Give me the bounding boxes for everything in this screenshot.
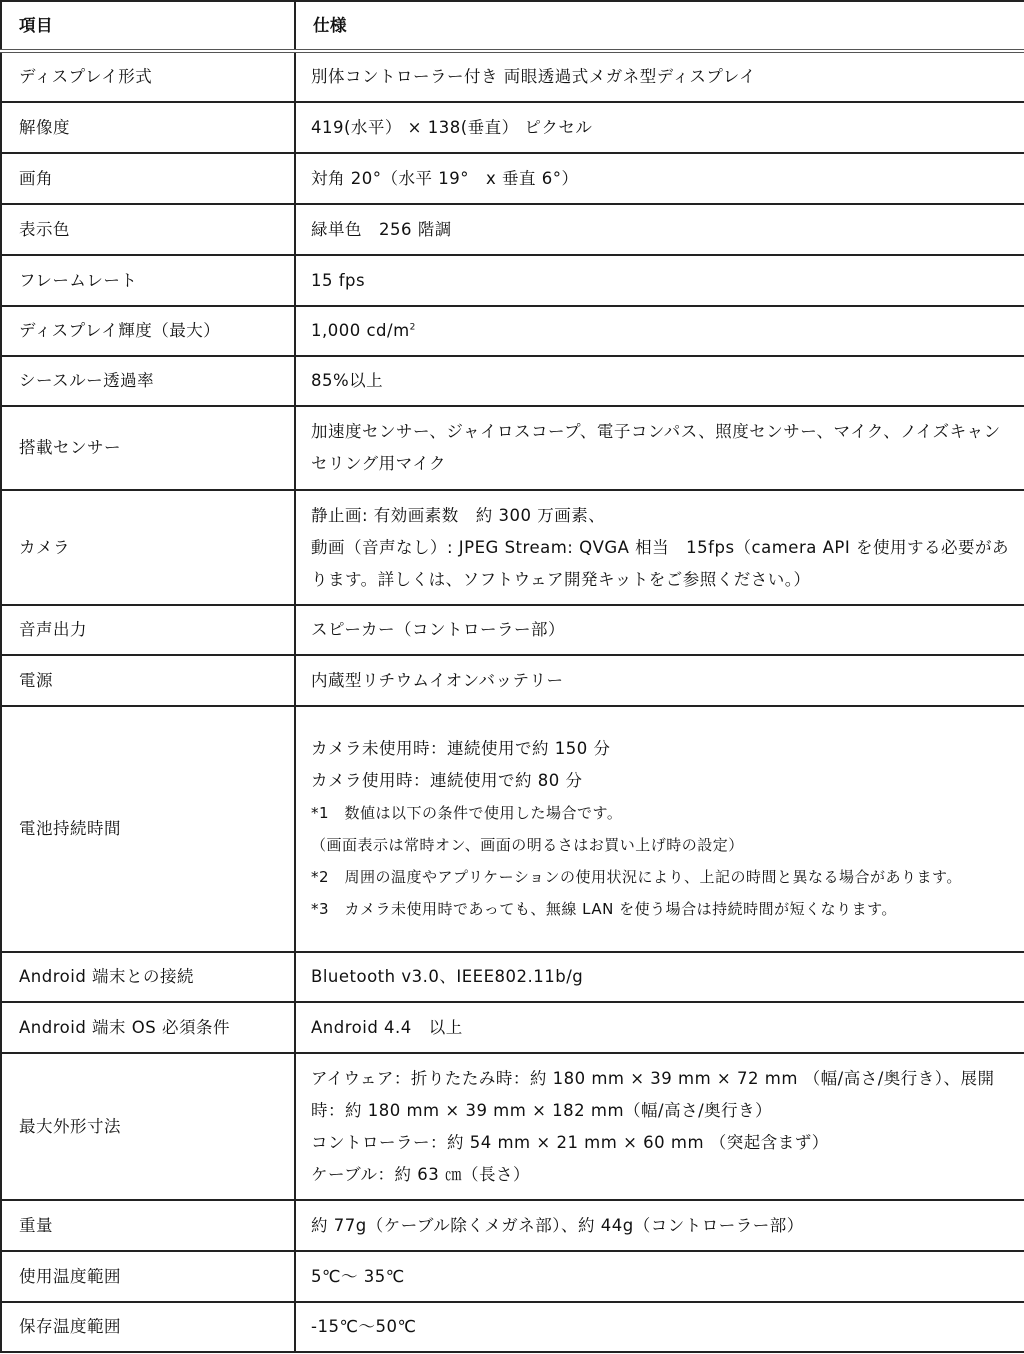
row-value [295,153,1024,204]
table-row [1,102,1024,153]
value-line: 動画（音声なし）: JPEG Stream: QVGA 相当 15fps（camera API を使用する必要があります。詳しくは、ソフトウェア開発キットをご参照ください。） [311,537,1009,589]
table-row [1,356,1024,406]
value-line: アイウェア：折りたたみ時：約 180 mm × 39 mm × 72 mm （幅/高さ/奥行き）、展開時：約 180 mm × 39 mm × 182 mm（幅/高さ/奥行き） [311,1068,995,1120]
table-row [1,1302,1024,1352]
value-line: 緑単色 256 階調 [311,219,452,239]
table-row [1,605,1024,655]
table-row [1,1002,1024,1053]
value-line: 419(水平） × 138(垂直） ピクセル [311,117,593,137]
row-label: 画角 [1,153,295,204]
row-value [295,102,1024,153]
row-label: Android 端末との接続 [1,952,295,1002]
value-line: -15℃～50℃ [311,1317,417,1336]
footnote: *3 カメラ未使用時であっても、無線 LAN を使う場合は持続時間が短くなります。 [311,900,897,918]
table-row [1,1251,1024,1302]
row-label: 搭載センサー [1,406,295,490]
row-value [295,1053,1024,1200]
row-label: 使用温度範囲 [1,1251,295,1302]
row-value [295,1302,1024,1352]
row-label: Android 端末 OS 必須条件 [1,1002,295,1053]
value-line: 静止画: 有効画素数 約 300 万画素、 [311,505,606,525]
table-row [1,255,1024,306]
table-row [1,51,1024,102]
value-superscript: 2 [409,322,416,333]
row-label: 電池持続時間 [1,706,295,952]
row-label: 表示色 [1,204,295,255]
table-row [1,406,1024,490]
row-label: フレームレート [1,255,295,306]
value-line: 別体コントローラー付き 両眼透過式メガネ型ディスプレイ [311,67,756,86]
footnote: （画面表示は常時オン、画面の明るさはお買い上げ時の設定） [311,836,744,854]
row-value [295,204,1024,255]
value-line: 対角 20°（水平 19° x 垂直 6°） [311,168,579,188]
value-line: スピーカー（コントローラー部） [311,620,566,639]
row-value [295,1002,1024,1053]
row-value [295,490,1024,605]
row-value [295,306,1024,356]
row-label: ディスプレイ形式 [1,51,295,102]
row-value [295,952,1024,1002]
row-label: 最大外形寸法 [1,1053,295,1200]
value-main: 1,000 cd/m [311,321,410,340]
value-line: カメラ未使用時：連続使用で約 150 分 [311,739,611,758]
value-line: コントローラー：約 54 mm × 21 mm × 60 mm （突起含まず） [311,1132,829,1152]
value-line: 5℃～ 35℃ [311,1266,405,1286]
value-line: 15 fps [311,270,366,290]
value-line: ケーブル：約 63 ㎝（長さ） [311,1164,531,1184]
footnote: *2 周囲の温度やアプリケーションの使用状況により、上記の時間と異なる場合があります。 [311,868,962,886]
value-line: 内蔵型リチウムイオンバッテリー [311,670,564,690]
column-header-spec: 仕様 [295,1,1024,51]
row-value [295,406,1024,490]
table-row [1,153,1024,204]
table-row [1,490,1024,605]
value-line: 加速度センサー、ジャイロスコープ、電子コンパス、照度センサー、マイク、ノイズキャンセリング用マイク [311,422,1001,473]
row-value [295,255,1024,306]
value-line: カメラ使用時：連続使用で約 80 分 [311,771,583,790]
row-label: 重量 [1,1200,295,1251]
row-value [295,706,1024,952]
row-label: 保存温度範囲 [1,1302,295,1352]
table-row [1,952,1024,1002]
table-header-row [1,1,1024,51]
value-line: 約 77g（ケーブル除くメガネ部）、約 44g（コントローラー部） [311,1215,804,1235]
value-line: 85%以上 [311,371,384,390]
row-value [295,356,1024,406]
row-label: 電源 [1,655,295,706]
row-value [295,605,1024,655]
row-label: 音声出力 [1,605,295,655]
table-row [1,706,1024,952]
row-value [295,1251,1024,1302]
table-row [1,1053,1024,1200]
table-row [1,1200,1024,1251]
table-row [1,655,1024,706]
row-value [295,51,1024,102]
row-label: シースルー透過率 [1,356,295,406]
row-value [295,1200,1024,1251]
row-label: 解像度 [1,102,295,153]
row-label: カメラ [1,490,295,605]
value-line: Android 4.4 以上 [311,1017,463,1037]
footnote: *1 数値は以下の条件で使用した場合です。 [311,804,623,822]
table-row [1,204,1024,255]
table-row [1,306,1024,356]
row-value [295,655,1024,706]
row-label: ディスプレイ輝度（最大） [1,306,295,356]
value-line: Bluetooth v3.0、IEEE802.11b/g [311,967,584,986]
column-header-item: 項目 [1,1,295,51]
